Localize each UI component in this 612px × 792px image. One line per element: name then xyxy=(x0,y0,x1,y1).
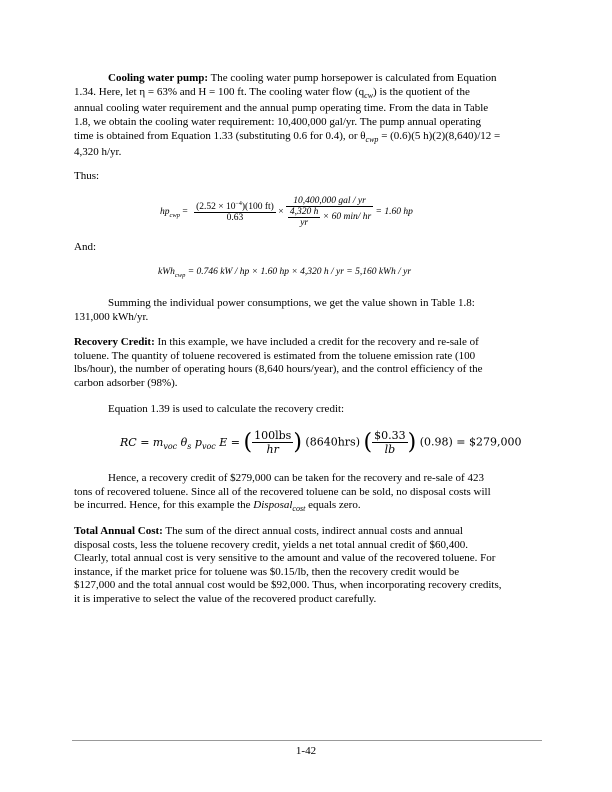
recovery-credit-equation: RC = $m_{voc}$ $\theta_s$ $p_{voc}$ E = ( $\frac{\text{100lbs}}{hr}$ ) (8640hrs) ( $\frac{\$0.33}{lb}$ ) (0.98) = $279,000 xyxy=(120,429,522,456)
cooling-heading: Cooling water pump: xyxy=(108,72,209,84)
cooling-water-paragraph: Cooling water pump: The cooling water pump horsepower is calculated from Equation 1.34. Here, let η = 63% and H = 100 ft. The cooling water flow $(q_{cw})$ is the quotient of the annual cooling water requirement and the annual pump operating time. From the data in Table 1.8, we obtain the cooling water requirement: 10,400,000 gal/yr. The pump annual operating time is obtained from Equation 1.33 (substituting 0.6 for 0.4), or $\theta_{cwp} = (0.6)(5$ h)(2)(8,640)/12 = 4,320 h/yr. xyxy=(74,72,501,159)
hp-equation: $hp_{cwp}$ = $\frac{(2.52 \times 10^{-4})(100 ft)}{0.63}$ × 10,400,000 gal / yr $\frac{4,320 h}{yr}$ × 60 min/ hr = 1.60 hp xyxy=(160,196,413,228)
price-fraction: $\frac{\$0.33}{lb}$ xyxy=(374,429,406,456)
recovery-heading: Recovery Credit: xyxy=(74,336,155,348)
thus-label: Thus: xyxy=(74,170,100,182)
kwh-equation: kWh$_{cwp}$ = 0.746 kW / hp × 1.60 hp × 4,320 h / yr = 5,160 kWh / yr xyxy=(158,267,412,279)
rate-fraction: $\frac{\text{100lbs}}{hr}$ xyxy=(254,429,292,456)
hp-fraction-1: $\frac{(2.52 \times 10^{-4})(100 ft)}{0.63}$ xyxy=(196,200,274,224)
page-number: 1-42 xyxy=(295,745,317,757)
hence-paragraph: Hence, a recovery credit of $279,000 can be taken for the recovery and re-sale of 423 tons of recovered toluene. Since all of the recovered toluene can be sold, no disposal costs will be incurred. Hence, for this example the Disposal$_{cost}$ equals zero. xyxy=(74,472,491,514)
total-heading: Total Annual Cost: xyxy=(74,525,163,537)
footer-rule xyxy=(72,740,542,741)
and-label: And: xyxy=(74,241,96,253)
equation-139-intro: Equation 1.39 is used to calculate the recovery credit: xyxy=(108,403,345,415)
hp-fraction-2: 10,400,000 gal / yr $\frac{4,320 h}{yr}$ × 60 min/ hr xyxy=(286,196,373,228)
total-annual-cost-paragraph: Total Annual Cost: The sum of the direct annual costs, indirect annual costs and annual disposal costs, less the toluene recovery credit, yields a net total annual credit of $60,400. Clearly, total annual cost is very sensitive to the amount and value of the recovered toluene. For instance, if the market price for toluene was $0.15/lb, then the recovery credit would be $127,000 and the total annual cost would be $92,000. Thus, when incorporating recovery credits, it is imperative to select the value of the recovered product carefully. xyxy=(74,525,502,605)
summing-paragraph: Summing the individual power consumptions, we get the value shown in Table 1.8: 131,000 kWh/yr. xyxy=(74,297,475,323)
recovery-credit-paragraph: Recovery Credit: In this example, we have included a credit for the recovery and re-sale of toluene. The quantity of toluene recovered is estimated from the toluene emission rate (100 lbs/hour), the number of operating hours (8,640 hours/year), and the control efficiency of the carbon adsorber (98%). xyxy=(74,336,483,389)
